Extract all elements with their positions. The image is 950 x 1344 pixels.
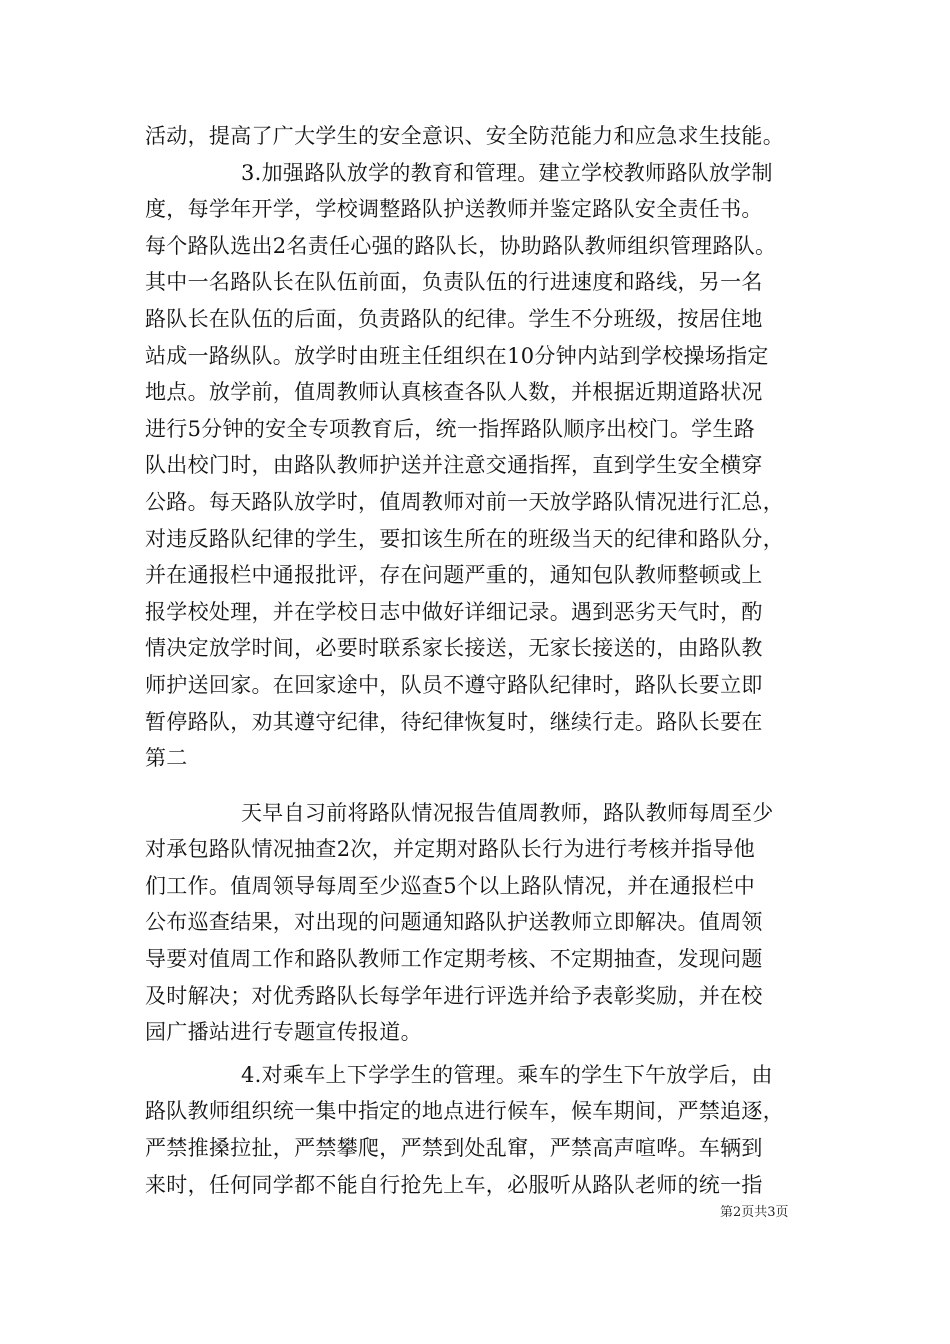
text-line: 每个路队选出2名责任心强的路队长，协助路队教师组织管理路队。 [145, 233, 777, 258]
text-line: 第二 [145, 746, 188, 771]
text-line: 及时解决；对优秀路队长每学年进行评选并给予表彰奖励，并在校 [145, 983, 763, 1008]
text-line: 地点。放学前，值周教师认真核查各队人数，并根据近期道路状况 [145, 380, 763, 405]
text-line: 情决定放学时间，必要时联系家长接送，无家长接送的，由路队教 [145, 636, 763, 661]
paragraph-start-line: 天早自习前将路队情况报告值周教师，路队教师每周至少 [241, 800, 774, 825]
text-line: 园广播站进行专题宣传报道。 [145, 1020, 422, 1045]
paragraph-start-line: 4.对乘车上下学学生的管理。乘车的学生下午放学后，由 [241, 1062, 773, 1087]
text-line: 来时，任何同学都不能自行抢先上车，必服听从路队老师的统一指 [145, 1172, 763, 1197]
text-line: 进行5分钟的安全专项教育后，统一指挥路队顺序出校门。学生路 [145, 416, 756, 441]
text-line: 师护送回家。在回家途中，队员不遵守路队纪律时，路队长要立即 [145, 672, 763, 697]
text-line: 公路。每天路队放学时，值周教师对前一天放学路队情况进行汇总， [145, 489, 784, 514]
text-line: 队出校门时，由路队教师护送并注意交通指挥，直到学生安全横穿 [145, 453, 763, 478]
text-line: 严禁推搡拉扯，严禁攀爬，严禁到处乱窜，严禁高声喧哗。车辆到 [145, 1136, 763, 1161]
document-body [145, 118, 817, 1203]
text-line: 站成一路纵队。放学时由班主任组织在10分钟内站到学校操场指定 [145, 343, 769, 368]
text-line: 路队长在队伍的后面，负责路队的纪律。学生不分班级，按居住地 [145, 306, 763, 331]
text-line: 公布巡查结果，对出现的问题通知路队护送教师立即解决。值周领 [145, 910, 763, 935]
text-line: 活动，提高了广大学生的安全意识、安全防范能力和应急求生技能。 [145, 124, 784, 148]
text-line: 们工作。值周领导每周至少巡查5个以上路队情况，并在通报栏中 [145, 873, 756, 898]
text-line: 并在通报栏中通报批评，存在问题严重的，通知包队教师整顿或上 [145, 563, 763, 588]
text-line: 对承包路队情况抽查2次，并定期对路队长行为进行考核并指导他 [145, 837, 756, 862]
text-line: 导要对值周工作和路队教师工作定期考核、不定期抽查，发现问题 [145, 947, 763, 972]
text-line: 对违反路队纪律的学生，要扣该生所在的班级当天的纪律和路队分， [145, 526, 784, 551]
text-line: 报学校处理，并在学校日志中做好详细记录。遇到恶劣天气时，酌 [145, 599, 763, 624]
text-line: 暂停路队，劝其遵守纪律，待纪律恢复时，继续行走。路队长要在 [145, 709, 763, 734]
page-number: 第2页共3页 [720, 1205, 789, 1220]
text-line: 度，每学年开学，学校调整路队护送教师并鉴定路队安全责任书。 [145, 197, 763, 222]
text-line: 其中一名路队长在队伍前面，负责队伍的行进速度和路线，另一名 [145, 270, 763, 295]
paragraph-start-line: 3.加强路队放学的教育和管理。建立学校教师路队放学制 [241, 160, 773, 185]
text-line: 路队教师组织统一集中指定的地点进行候车，候车期间，严禁追逐， [145, 1099, 784, 1124]
